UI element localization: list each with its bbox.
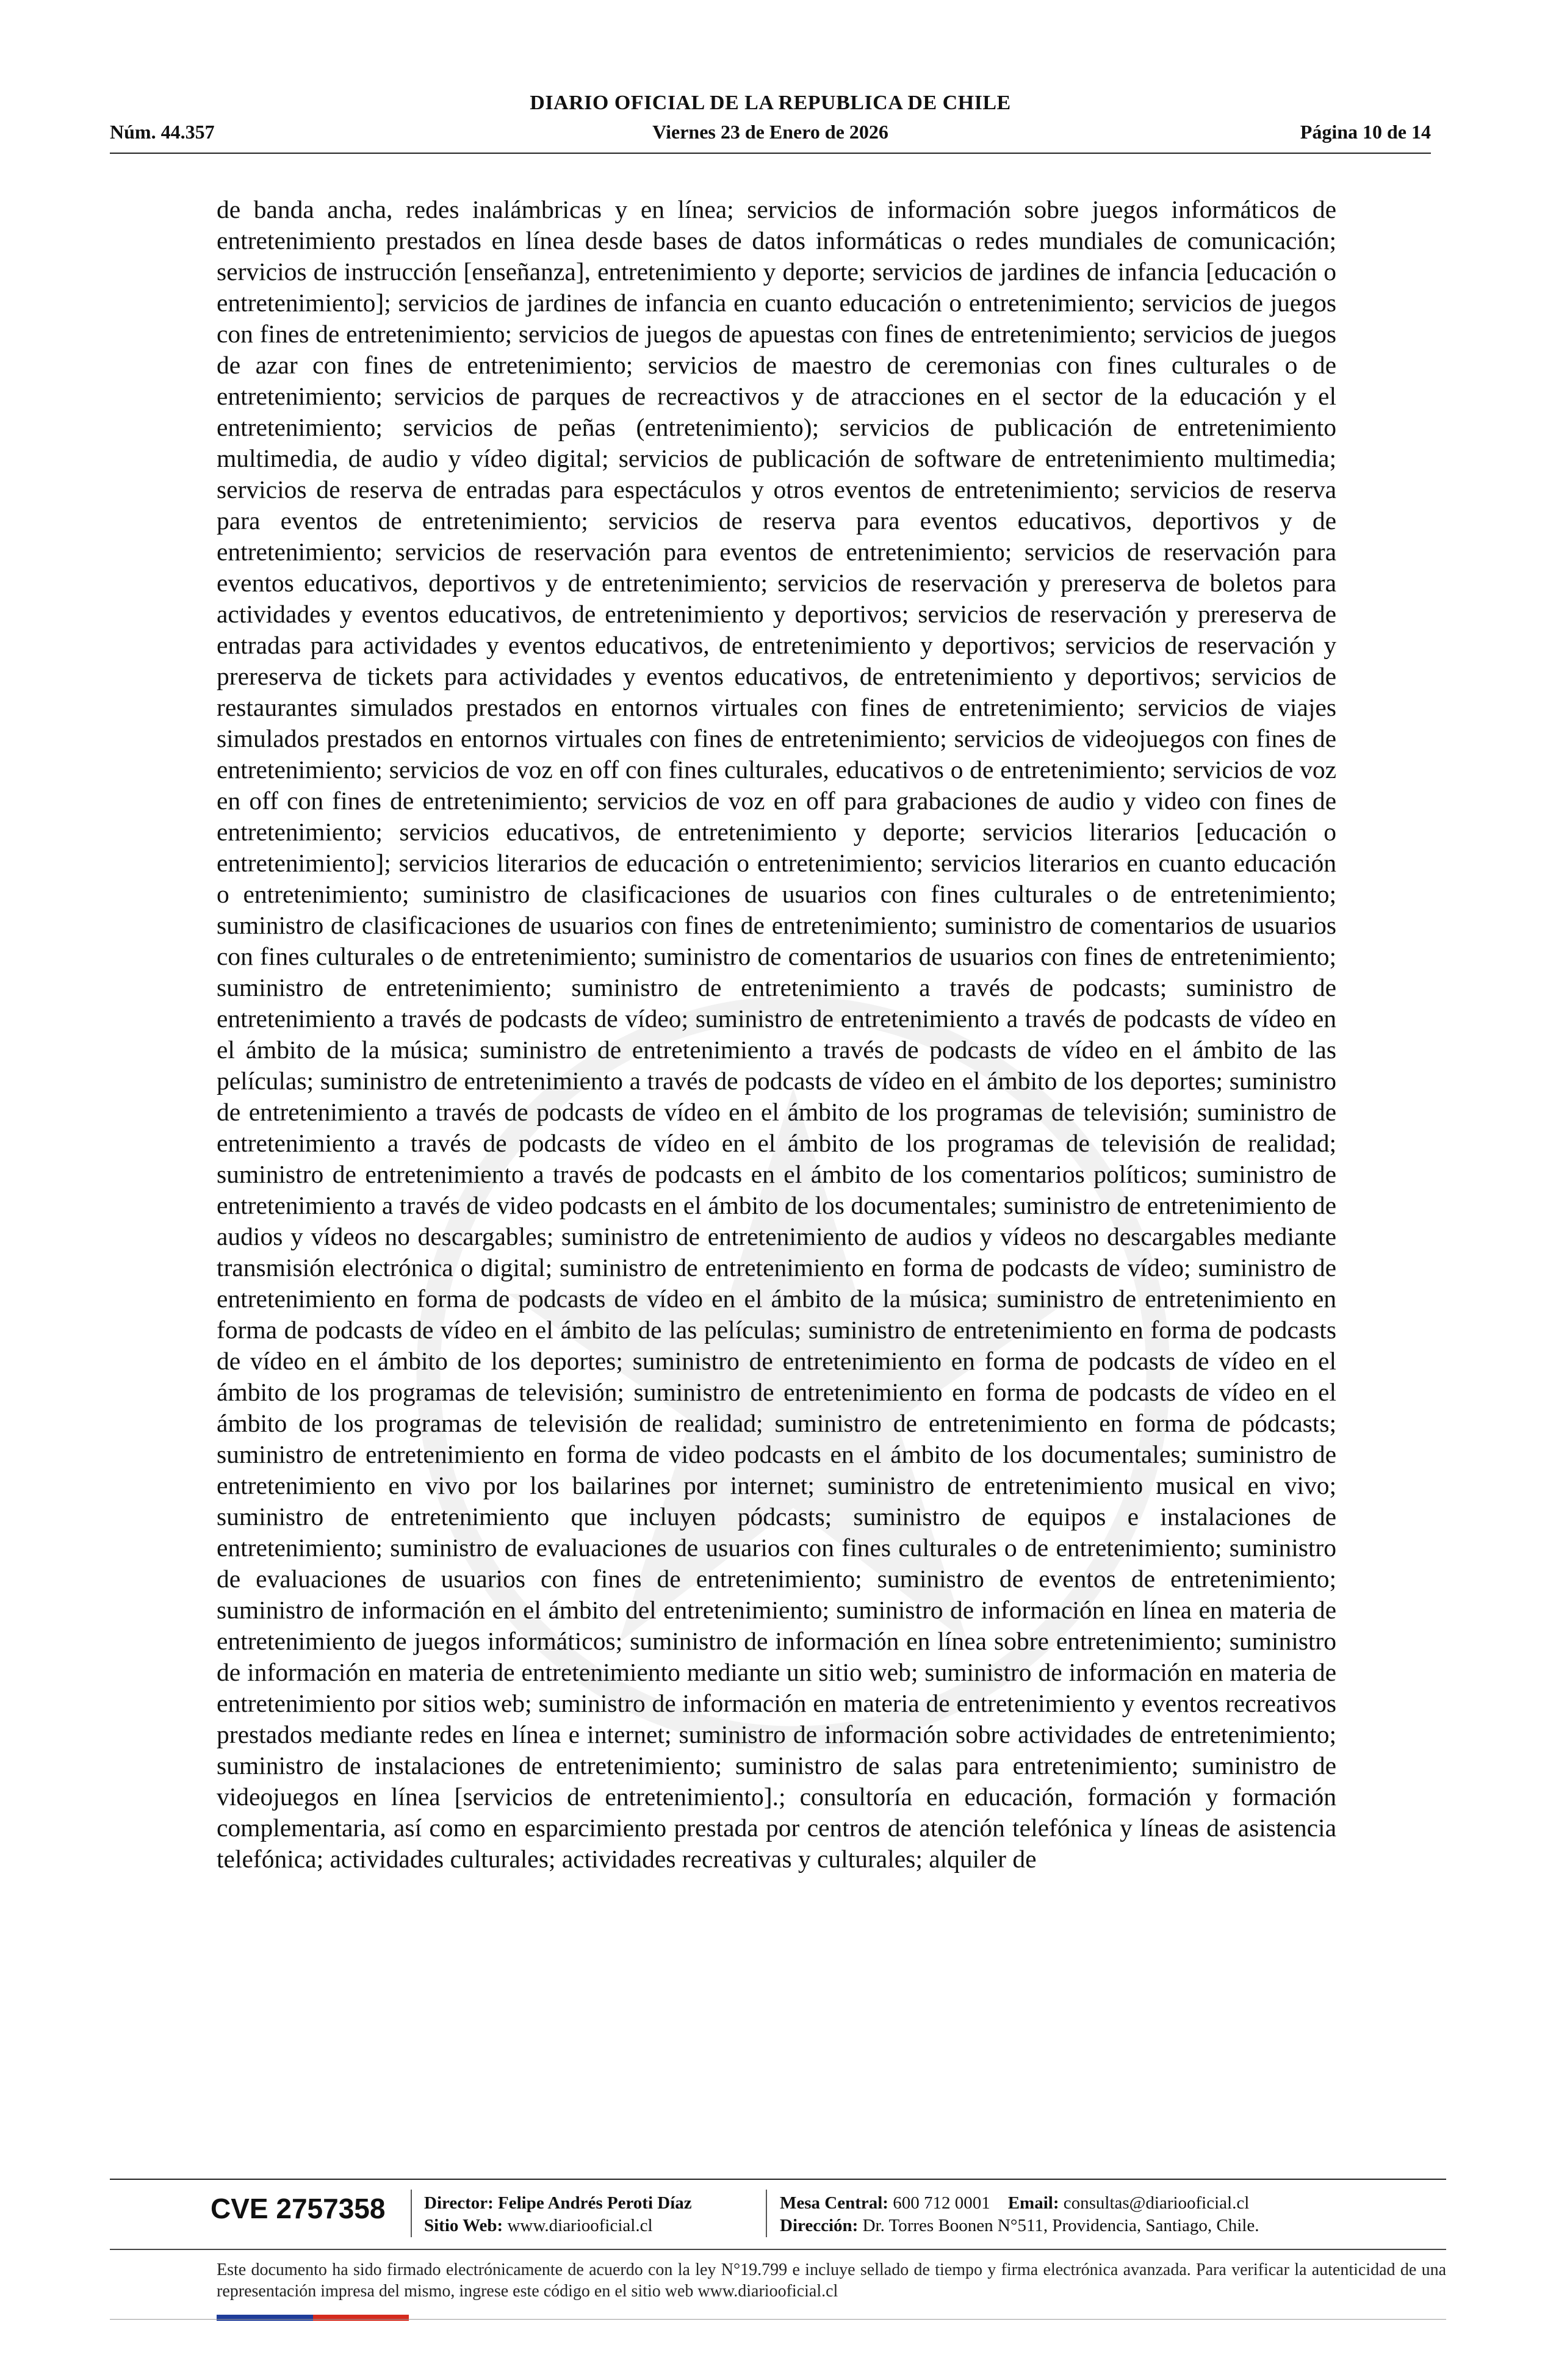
header-divider [110,153,1431,154]
director-label: Director: [424,2193,494,2213]
footer-divider-bottom [110,2319,1446,2320]
site-label: Sitio Web: [424,2216,503,2235]
footer-divider-top [110,2179,1446,2180]
contact-info [780,2192,1259,2237]
email-link[interactable]: consultas@diariooficial.cl [1063,2193,1250,2213]
page-header [110,92,1431,159]
footer-separator [766,2190,767,2237]
flag-color-bar [217,2315,409,2321]
email-label: Email: [1007,2193,1059,2213]
flag-blue-segment [217,2315,313,2321]
cve-code: CVE 2757358 [211,2193,386,2224]
flag-red-segment [313,2315,409,2321]
publication-title: DIARIO OFICIAL DE LA REPUBLICA DE CHILE [530,92,1011,114]
page-footer [110,2179,1446,2349]
address-label: Dirección: [780,2216,859,2235]
footer-separator [411,2190,412,2237]
issue-number: Núm. 44.357 [110,121,215,143]
footer-divider-middle [110,2249,1446,2250]
page-number: Página 10 de 14 [1300,121,1431,143]
phone-label: Mesa Central: [780,2193,888,2213]
document-body-text: de banda ancha, redes inalámbricas y en línea; servicios de información sobre juegos informáticos de entretenimiento prestados en línea desde bases de datos informáticas o redes mundiales de comunicación; servicios de instrucción [enseñanza], entretenimiento y deporte; servicios de jardines de infancia [educación o entretenimiento]; servicios de jardines de infancia en cuanto educación o entretenimiento; servicios de juegos con fines de entretenimiento; servicios de juegos de apuestas con fines de entretenimiento; servicios de juegos de azar con fines de entretenimiento; servicios de maestro de ceremonias con fines culturales o de entretenimiento; servicios de parques de recreactivos y de atracciones en el sector de la educación y el entretenimiento; servicios de peñas (entretenimiento); servicios de publicación de entretenimiento multimedia, de audio y vídeo digital; servicios de publicación de software de entretenimiento multimedia; servicios de reserva de entradas para espectáculos y otros eventos de entretenimiento; servicios de reserva para eventos de entretenimiento; servicios de reserva para eventos educativos, deportivos y de entretenimiento; servicios de reservación para eventos de entretenimiento; servicios de reservación para eventos educativos, deportivos y de entretenimiento; servicios de reservación y prereserva de boletos para actividades y eventos educativos, de entretenimiento y deportivos; servicios de reservación y prereserva de entradas para actividades y eventos educativos, de entretenimiento y deportivos; servicios de reservación y prereserva de tickets para actividades y eventos educativos, de entretenimiento y deportivos; servicios de restaurantes simulados prestados en entornos virtuales con fines de entretenimiento; servicios de viajes simulados prestados en entornos virtuales con fines de entretenimiento; servicios de videojuegos con fines de entretenimiento; servicios de voz en off con fines culturales, educativos o de entretenimiento; servicios de voz en off con fines de entretenimiento; servicios de voz en off para grabaciones de audio y video con fines de entretenimiento; servicios educativos, de entretenimiento y deporte; servicios literarios [educación o entretenimiento]; servicios literarios de educación o entretenimiento; servicios literarios en cuanto educación o entretenimiento; suministro de clasificaciones de usuarios con fines culturales o de entretenimiento; suministro de clasificaciones de usuarios con fines de entretenimiento; suministro de comentarios de usuarios con fines culturales o de entretenimiento; suministro de comentarios de usuarios con fines de entretenimiento; suministro de entretenimiento; suministro de entretenimiento a través de podcasts; suministro de entretenimiento a través de podcasts de vídeo; suministro de entretenimiento a través de podcasts de vídeo en el ámbito de la música; suministro de entretenimiento a través de podcasts de vídeo en el ámbito de las películas; suministro de entretenimiento a través de podcasts de vídeo en el ámbito de los deportes; suministro de entretenimiento a través de podcasts de vídeo en el ámbito de los programas de televisión; suministro de entretenimiento a través de podcasts de vídeo en el ámbito de los programas de televisión de realidad; suministro de entretenimiento a través de podcasts en el ámbito de los comentarios políticos; suministro de entretenimiento a través de video podcasts en el ámbito de los documentales; suministro de entretenimiento de audios y vídeos no descargables; suministro de entretenimiento de audios y vídeos no descargables mediante transmisión electrónica o digital; suministro de entretenimiento en forma de podcasts de vídeo; suministro de entretenimiento en forma de podcasts de vídeo en el ámbito de la música; suministro de entretenimiento en forma de podcasts de vídeo en el ámbito de las películas; suministro de entretenimiento en forma de podcasts de vídeo en el ámbito de los deportes; suministro de entretenimiento en forma de podcasts de vídeo en el ámbito de los programas de televisión; suministro de entretenimiento en forma de podcasts de vídeo en el ámbito de los programas de televisión de realidad; suministro de entretenimiento en forma de pódcasts; suministro de entretenimiento en forma de video podcasts en el ámbito de los documentales; suministro de entretenimiento en vivo por los bailarines por internet; suministro de entretenimiento musical en vivo; suministro de entretenimiento que incluyen pódcasts; suministro de equipos e instalaciones de entretenimiento; suministro de evaluaciones de usuarios con fines culturales o de entretenimiento; suministro de evaluaciones de usuarios con fines de entretenimiento; suministro de eventos de entretenimiento; suministro de información en el ámbito del entretenimiento; suministro de información en línea en materia de entretenimiento de juegos informáticos; suministro de información en línea sobre entretenimiento; suministro de información en materia de entretenimiento mediante un sitio web; suministro de información en materia de entretenimiento por sitios web; suministro de información en materia de entretenimiento y eventos recreativos prestados mediante redes en línea e internet; suministro de información sobre actividades de entretenimiento; suministro de instalaciones de entretenimiento; suministro de salas para entretenimiento; suministro de videojuegos en línea [servicios de entretenimiento].; consultoría en educación, formación y formación complementaria, así como en esparcimiento prestada por centros de atención telefónica y líneas de asistencia telefónica; actividades culturales; actividades recreativas y culturales; alquiler de [217,195,1336,1873]
address-value: Dr. Torres Boonen N°511, Providencia, Santiago, Chile. [862,2216,1259,2235]
director-info [424,2192,692,2237]
legal-notice: Este documento ha sido firmado electrónicamente de acuerdo con la ley N°19.799 e incluye sellado de tiempo y firma electrónica avanzada. Para verificar la autenticidad de una representación impresa del mismo, ingrese este código en el sitio web www.diariooficial.cl [217,2260,1446,2301]
issue-date: Viernes 23 de Enero de 2026 [652,121,888,143]
director-name: Felipe Andrés Peroti Díaz [498,2193,692,2213]
site-link[interactable]: www.diariooficial.cl [507,2216,653,2235]
phone-value: 600 712 0001 [893,2193,990,2213]
